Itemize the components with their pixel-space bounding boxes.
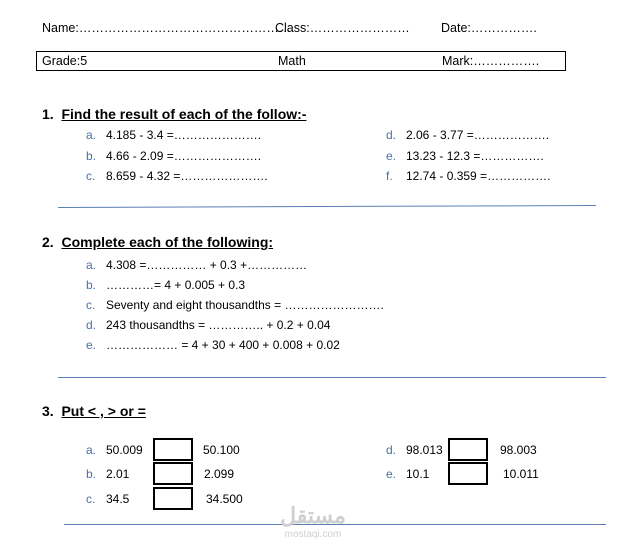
q1-item-e: [386, 149, 544, 163]
item-letter: a.: [86, 443, 97, 457]
question-number: 2.: [42, 234, 54, 250]
item-letter: c.: [86, 169, 96, 183]
right-value: 50.100: [203, 443, 240, 457]
left-value: 10.1: [406, 467, 430, 481]
item-letter: b.: [86, 278, 97, 292]
question-number: 3.: [42, 403, 54, 419]
q3-item-c: [86, 492, 129, 506]
q1-item-c: [86, 169, 268, 183]
left-value: 98.013: [406, 443, 443, 457]
item-letter: b.: [86, 467, 97, 481]
divider: [58, 377, 606, 378]
item-text: 4.66 - 2.09 =………………….: [106, 149, 262, 163]
class-field: Class:……………………: [275, 21, 410, 35]
item-letter: d.: [386, 128, 397, 142]
left-value: 34.5: [106, 492, 130, 506]
compare-box[interactable]: [448, 462, 488, 485]
q3-item-e: [386, 467, 429, 481]
compare-box[interactable]: [448, 438, 488, 461]
compare-box[interactable]: [153, 487, 193, 510]
watermark-url: mostaqi.com: [284, 529, 342, 540]
q3-item-a: [86, 443, 143, 457]
item-letter: e.: [386, 149, 397, 163]
item-letter: a.: [86, 128, 97, 142]
item-letter: d.: [86, 318, 97, 332]
grade-label: Grade:5: [42, 54, 88, 68]
item-text: 2.06 - 3.77 =……………….: [406, 128, 550, 142]
mark-field: Mark:…………….: [442, 54, 540, 68]
item-text: 8.659 - 4.32 =………………….: [106, 169, 268, 183]
question-3-title: [42, 403, 146, 419]
item-letter: c.: [86, 298, 96, 312]
left-value: 2.01: [106, 467, 130, 481]
q1-item-a: [86, 128, 261, 142]
subject-label: Math: [278, 54, 306, 68]
item-text: 13.23 - 12.3 =…………….: [406, 149, 544, 163]
left-value: 50.009: [106, 443, 143, 457]
q3-item-b: [86, 467, 129, 481]
item-text: Seventy and eight thousandths = …………………….: [106, 298, 384, 312]
item-letter: d.: [386, 443, 397, 457]
question-text: Complete each of the following:: [61, 234, 274, 250]
right-value: 10.011: [503, 467, 539, 481]
q2-item-a: [86, 258, 307, 272]
divider: [58, 205, 596, 208]
item-text: 4.185 - 3.4 =………………….: [106, 128, 262, 142]
name-field: Name:……………………………………………: [42, 21, 292, 35]
question-1-title: [42, 106, 306, 122]
item-letter: b.: [86, 149, 97, 163]
right-value: 2.099: [204, 467, 235, 481]
q2-item-d: [86, 318, 330, 332]
item-letter: a.: [86, 258, 97, 272]
item-text: 4.308 =…………… + 0.3 +……………: [106, 258, 308, 272]
q3-item-d: [386, 443, 443, 457]
item-letter: c.: [86, 492, 96, 506]
q1-item-f: [386, 169, 550, 183]
item-text: ……………… = 4 + 30 + 400 + 0.008 + 0.02: [106, 338, 340, 352]
right-value: 98.003: [500, 443, 537, 457]
watermark-logo: مستقل: [280, 503, 346, 528]
question-number: 1.: [42, 106, 54, 122]
item-text: 12.74 - 0.359 =…………….: [406, 169, 551, 183]
item-letter: f.: [386, 169, 393, 183]
question-text: Put < , > or =: [61, 403, 146, 419]
q1-item-b: [86, 149, 261, 163]
question-2-title: [42, 234, 273, 250]
item-text: …………= 4 + 0.005 + 0.3: [106, 278, 246, 292]
compare-box[interactable]: [153, 438, 193, 461]
date-field: Date:…………….: [441, 21, 537, 35]
question-text: Find the result of each of the follow:-: [61, 106, 307, 122]
item-letter: e.: [386, 467, 397, 481]
right-value: 34.500: [206, 492, 243, 506]
q1-item-d: [386, 128, 549, 142]
compare-box[interactable]: [153, 462, 193, 485]
item-letter: e.: [86, 338, 97, 352]
item-text: 243 thousandths = ………….. + 0.2 + 0.04: [106, 318, 331, 332]
q2-item-e: [86, 338, 340, 352]
q2-item-c: [86, 298, 384, 312]
q2-item-b: [86, 278, 245, 292]
